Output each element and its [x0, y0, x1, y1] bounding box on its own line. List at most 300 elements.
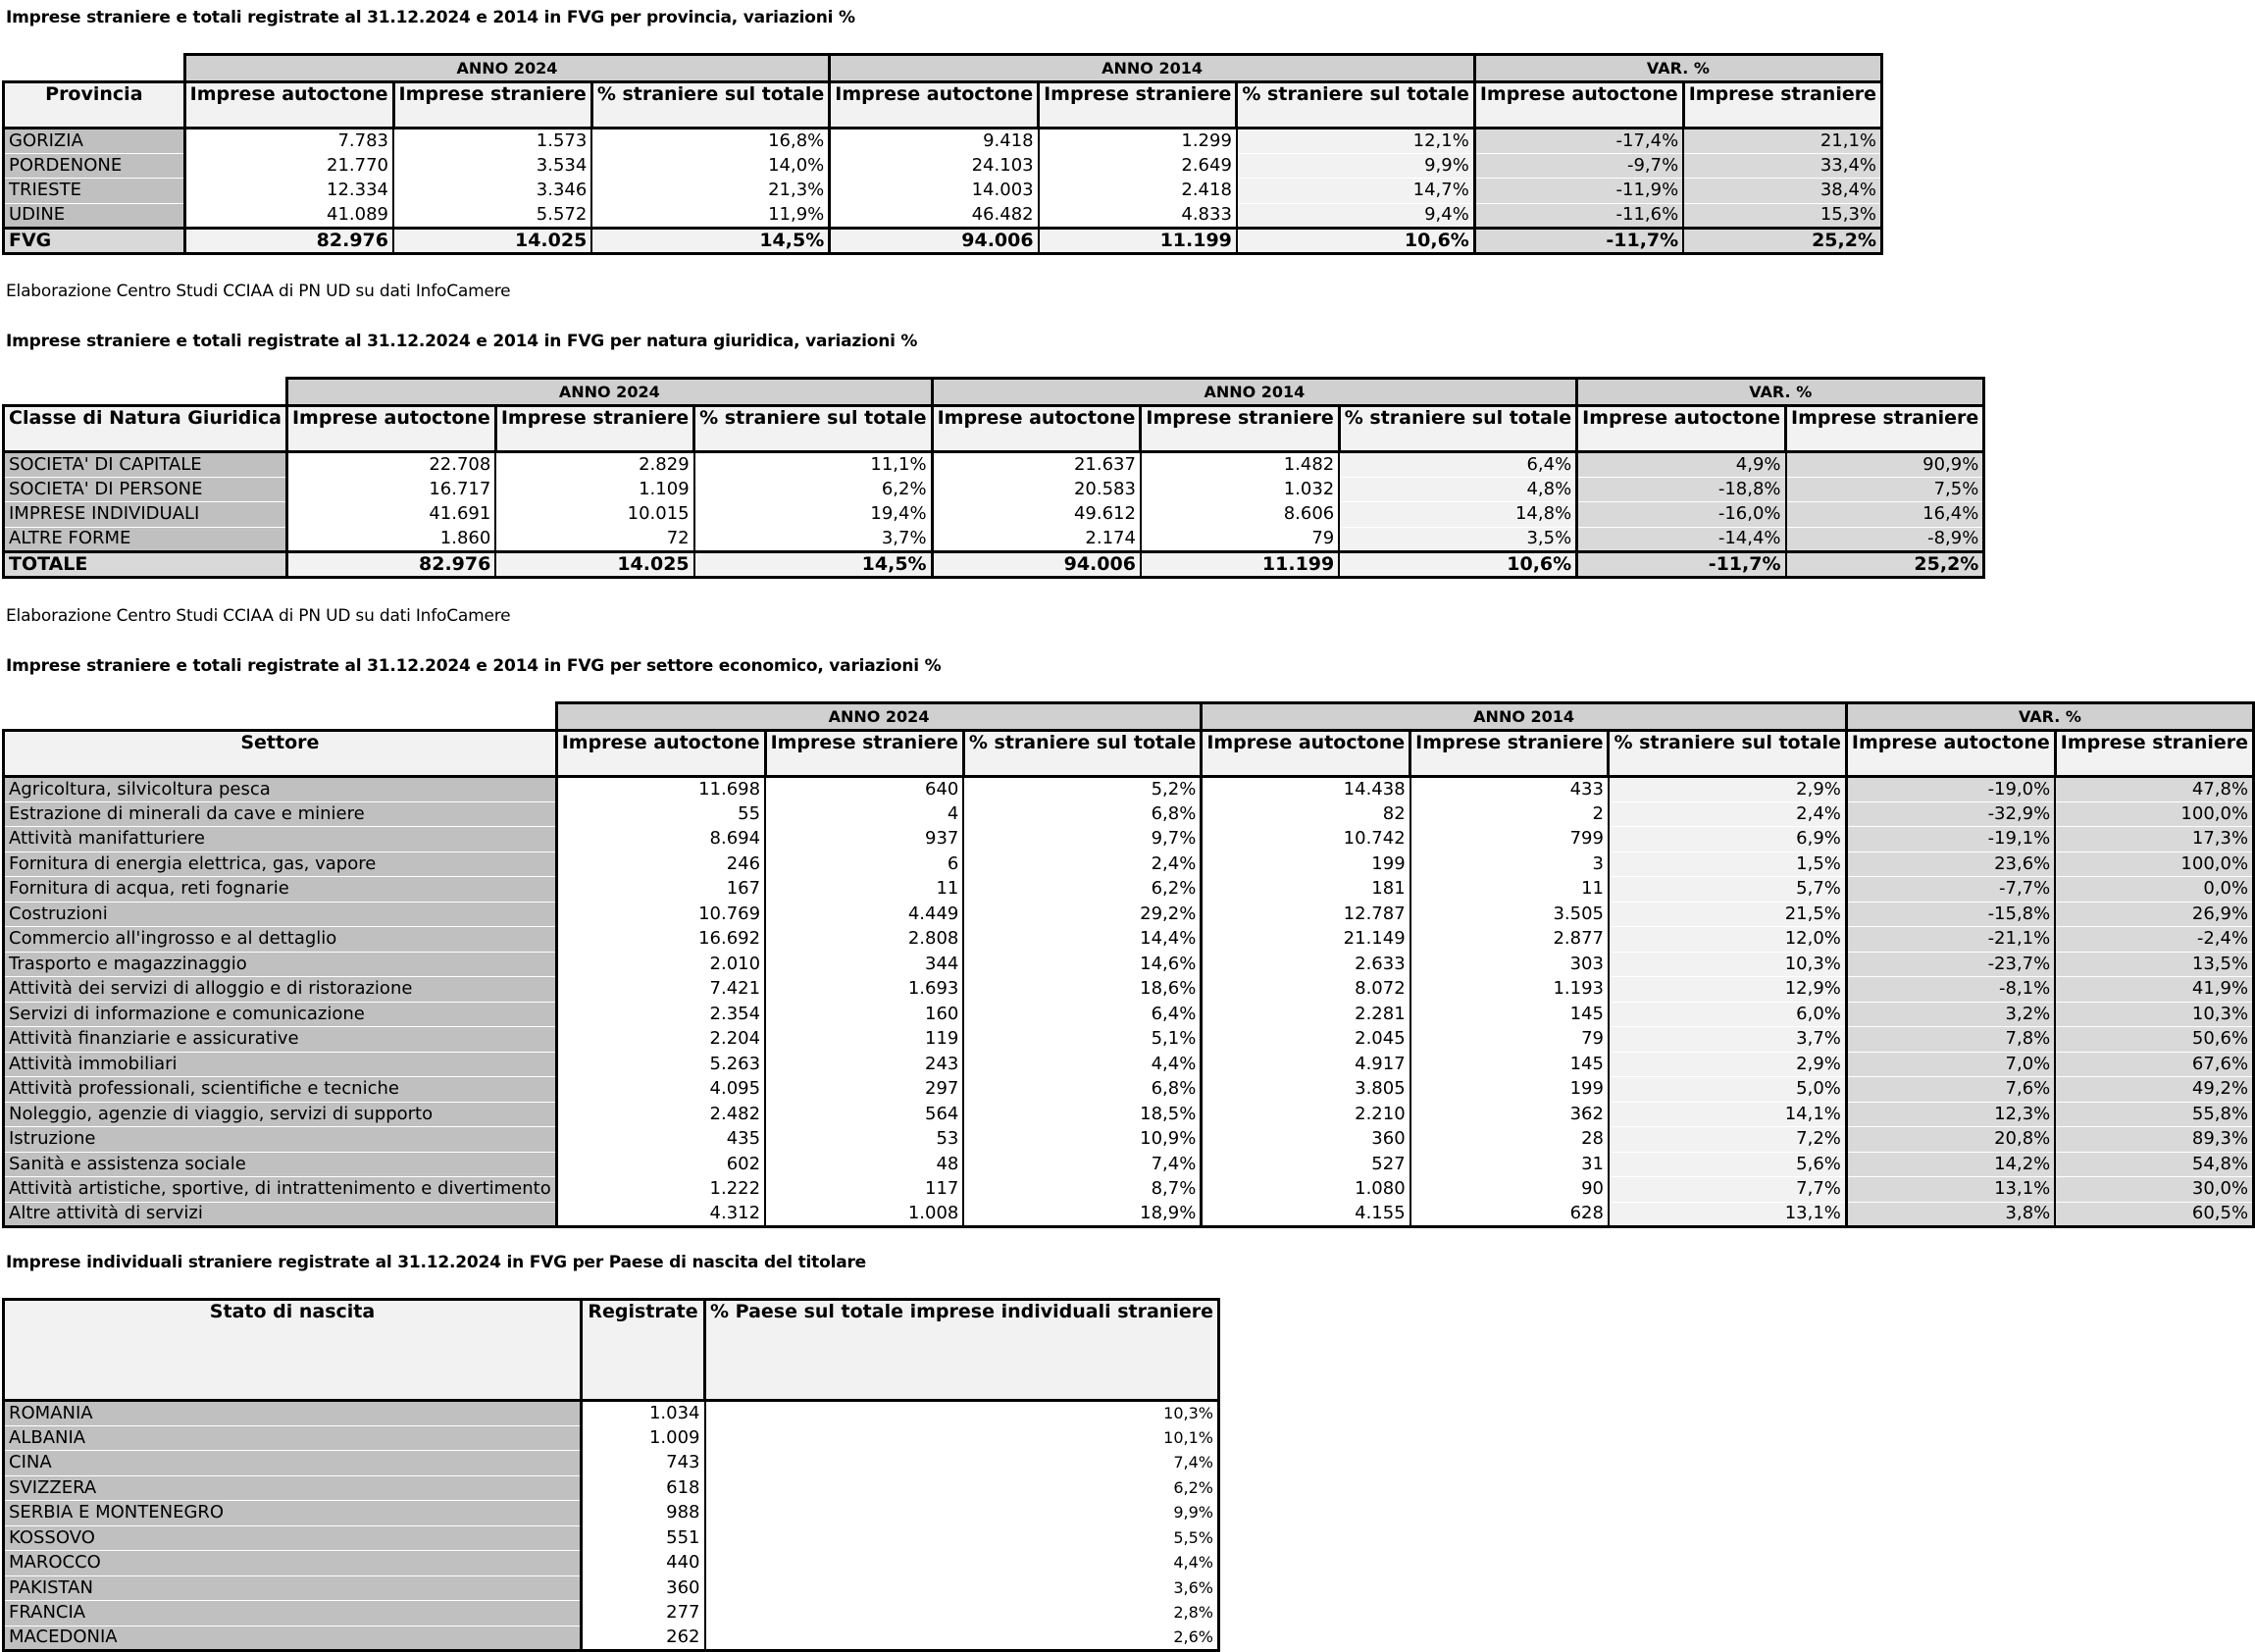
- cell-autoctone-2014: 2.045: [1202, 1027, 1410, 1053]
- cell-var-straniere: 13,5%: [2055, 952, 2253, 977]
- cell-straniere-2014: 433: [1410, 777, 1609, 802]
- cell-var-straniere: 7,5%: [1786, 477, 1984, 502]
- cell-registrate: 743: [582, 1451, 705, 1476]
- cell-var-autoctone: 13,1%: [1846, 1177, 2055, 1203]
- table-row: [4, 1501, 1219, 1526]
- cell-pct-straniere-2024: 8,7%: [963, 1177, 1201, 1203]
- cell-row-label: Costruzioni: [4, 902, 557, 927]
- cell-autoctone-2024: 2.354: [556, 1002, 765, 1027]
- cell-autoctone-2014: 1.080: [1202, 1177, 1410, 1203]
- cell-var-autoctone: 4,9%: [1577, 452, 1786, 478]
- cell-registrate: 262: [582, 1626, 705, 1651]
- cell-pct-straniere-2024: 16,8%: [591, 129, 829, 154]
- cell-autoctone-2014: 21.637: [932, 452, 1141, 478]
- cell-autoctone-2024: 12.334: [184, 179, 393, 204]
- cell-var-straniere: 16,4%: [1786, 502, 1984, 528]
- cell-pct-straniere-2024: 7,4%: [963, 1152, 1201, 1177]
- cell-autoctone-2024: 435: [556, 1127, 765, 1153]
- table-row: [4, 1027, 2254, 1053]
- cell-straniere-2024: 1.693: [765, 977, 963, 1003]
- cell-pct-straniere-2024: 6,2%: [963, 877, 1201, 903]
- col-straniere-2024: Imprese straniere: [765, 731, 963, 777]
- cell-autoctone-2024: 7.421: [556, 977, 765, 1003]
- cell-var-straniere: 21,1%: [1683, 129, 1881, 154]
- cell-straniere-2014: 1.032: [1141, 477, 1339, 502]
- cell-straniere-2014: 3: [1410, 852, 1609, 877]
- cell-pct-straniere-2024: 6,2%: [694, 477, 932, 502]
- cell-autoctone-2024: 167: [556, 877, 765, 903]
- cell-pct-straniere-2024: 19,4%: [694, 502, 932, 528]
- cell-straniere-2014: 145: [1410, 1002, 1609, 1027]
- cell-var-autoctone: 7,0%: [1846, 1052, 2055, 1077]
- cell-var-straniere: 33,4%: [1683, 153, 1881, 179]
- table-row: [4, 1451, 1219, 1476]
- cell-pct-paese: 4,4%: [705, 1551, 1219, 1576]
- cell-autoctone-2014: 14.438: [1202, 777, 1410, 802]
- cell-var-autoctone: -11,7%: [1577, 552, 1786, 578]
- cell-var-autoctone: -15,8%: [1846, 902, 2055, 927]
- table-row: [4, 452, 1984, 478]
- table-row: [4, 1202, 2254, 1227]
- cell-straniere-2014: 79: [1410, 1027, 1609, 1053]
- cell-pct-straniere-2014: 10,6%: [1339, 552, 1576, 578]
- cell-pct-straniere-2024: 5,1%: [963, 1027, 1201, 1053]
- cell-pct-paese: 3,6%: [705, 1575, 1219, 1601]
- col-autoctone-2024: Imprese autoctone: [184, 82, 393, 129]
- cell-autoctone-2014: 12.787: [1202, 902, 1410, 927]
- col-autoctone-2024: Imprese autoctone: [286, 406, 495, 452]
- col-var-autoctone: Imprese autoctone: [1846, 731, 2055, 777]
- cell-pct-straniere-2024: 10,9%: [963, 1127, 1201, 1153]
- cell-country: SVIZZERA: [4, 1475, 582, 1501]
- cell-autoctone-2024: 16.717: [286, 477, 495, 502]
- col-var-autoctone: Imprese autoctone: [1474, 82, 1683, 129]
- cell-straniere-2024: 344: [765, 952, 963, 977]
- col-pct-2014: % straniere sul totale: [1339, 406, 1576, 452]
- cell-var-straniere: 10,3%: [2055, 1002, 2253, 1027]
- cell-country: ALBANIA: [4, 1425, 582, 1451]
- cell-row-label: UDINE: [4, 203, 185, 229]
- table-row: [4, 1152, 2254, 1177]
- cell-pct-straniere-2024: 14,0%: [591, 153, 829, 179]
- cell-var-autoctone: 3,8%: [1846, 1202, 2055, 1227]
- col-straniere-2024: Imprese straniere: [495, 406, 693, 452]
- section1-title: Imprese straniere e totali registrate al 31.12.2024 e 2014 in FVG per provincia, variazioni %: [6, 8, 855, 27]
- cell-straniere-2024: 160: [765, 1002, 963, 1027]
- cell-straniere-2024: 14.025: [393, 229, 591, 254]
- cell-registrate: 618: [582, 1475, 705, 1501]
- section3-title: Imprese straniere e totali registrate al 31.12.2024 e 2014 in FVG per settore economico, variazioni %: [6, 656, 942, 676]
- cell-registrate: 1.009: [582, 1425, 705, 1451]
- cell-var-straniere: 60,5%: [2055, 1202, 2253, 1227]
- table-row: [4, 1575, 1219, 1601]
- cell-row-label: SOCIETA' DI PERSONE: [4, 477, 287, 502]
- cell-pct-straniere-2014: 2,9%: [1609, 777, 1846, 802]
- cell-row-label: Noleggio, agenzie di viaggio, servizi di supporto: [4, 1102, 557, 1127]
- col-autoctone-2014: Imprese autoctone: [830, 82, 1039, 129]
- cell-pct-straniere-2024: 18,9%: [963, 1202, 1201, 1227]
- cell-var-autoctone: -8,1%: [1846, 977, 2055, 1003]
- col-autoctone-2014: Imprese autoctone: [1202, 731, 1410, 777]
- cell-var-straniere: -2,4%: [2055, 927, 2253, 953]
- group-anno-2024: ANNO 2024: [286, 379, 932, 406]
- cell-straniere-2014: 628: [1410, 1202, 1609, 1227]
- cell-autoctone-2014: 94.006: [932, 552, 1141, 578]
- col-var-straniere: Imprese straniere: [1683, 82, 1881, 129]
- cell-row-label: PORDENONE: [4, 153, 185, 179]
- cell-pct-straniere-2024: 14,5%: [591, 229, 829, 254]
- cell-autoctone-2024: 1.222: [556, 1177, 765, 1203]
- cell-var-straniere: 55,8%: [2055, 1102, 2253, 1127]
- cell-autoctone-2024: 7.783: [184, 129, 393, 154]
- cell-pct-straniere-2014: 2,4%: [1609, 801, 1846, 827]
- cell-pct-paese: 7,4%: [705, 1451, 1219, 1476]
- cell-autoctone-2014: 21.149: [1202, 927, 1410, 953]
- col-straniere-2014: Imprese straniere: [1141, 406, 1339, 452]
- cell-pct-straniere-2014: 7,7%: [1609, 1177, 1846, 1203]
- cell-autoctone-2024: 11.698: [556, 777, 765, 802]
- cell-row-label: Attività artistiche, sportive, di intrattenimento e divertimento: [4, 1177, 557, 1203]
- table-row: [4, 877, 2254, 903]
- cell-pct-straniere-2014: 3,5%: [1339, 527, 1576, 552]
- cell-row-label: TRIESTE: [4, 179, 185, 204]
- cell-autoctone-2014: 10.742: [1202, 827, 1410, 852]
- cell-straniere-2024: 11: [765, 877, 963, 903]
- cell-autoctone-2024: 22.708: [286, 452, 495, 478]
- col-pct-2024: % straniere sul totale: [694, 406, 932, 452]
- cell-registrate: 988: [582, 1501, 705, 1526]
- cell-pct-straniere-2014: 12,9%: [1609, 977, 1846, 1003]
- cell-autoctone-2014: 46.482: [830, 203, 1039, 229]
- cell-straniere-2014: 3.505: [1410, 902, 1609, 927]
- cell-pct-straniere-2024: 6,4%: [963, 1002, 1201, 1027]
- table-row: [4, 1626, 1219, 1651]
- cell-var-straniere: 90,9%: [1786, 452, 1984, 478]
- cell-var-autoctone: -7,7%: [1846, 877, 2055, 903]
- cell-country: CINA: [4, 1451, 582, 1476]
- cell-autoctone-2014: 2.633: [1202, 952, 1410, 977]
- table-row: [4, 927, 2254, 953]
- cell-pct-straniere-2024: 6,8%: [963, 1077, 1201, 1103]
- table-row: [4, 502, 1984, 528]
- col-pct-2024: % straniere sul totale: [963, 731, 1201, 777]
- cell-var-straniere: 0,0%: [2055, 877, 2253, 903]
- cell-pct-paese: 6,2%: [705, 1475, 1219, 1501]
- table-row: [4, 902, 2254, 927]
- cell-autoctone-2024: 4.095: [556, 1077, 765, 1103]
- col-var-straniere: Imprese straniere: [1786, 406, 1984, 452]
- total-row: [4, 229, 1882, 254]
- total-row: [4, 552, 1984, 578]
- cell-pct-straniere-2014: 6,4%: [1339, 452, 1576, 478]
- cell-pct-straniere-2014: 21,5%: [1609, 902, 1846, 927]
- cell-straniere-2024: 3.346: [393, 179, 591, 204]
- cell-var-autoctone: 14,2%: [1846, 1152, 2055, 1177]
- cell-autoctone-2024: 4.312: [556, 1202, 765, 1227]
- group-anno-2014: ANNO 2014: [932, 379, 1577, 406]
- cell-pct-straniere-2014: 7,2%: [1609, 1127, 1846, 1153]
- cell-var-autoctone: -23,7%: [1846, 952, 2055, 977]
- cell-pct-straniere-2024: 18,6%: [963, 977, 1201, 1003]
- col-registrate: Registrate: [582, 1300, 705, 1401]
- cell-straniere-2024: 5.572: [393, 203, 591, 229]
- cell-straniere-2014: 4.833: [1039, 203, 1237, 229]
- cell-autoctone-2024: 41.089: [184, 203, 393, 229]
- table-row: [4, 801, 2254, 827]
- cell-var-autoctone: -18,8%: [1577, 477, 1786, 502]
- cell-pct-straniere-2024: 21,3%: [591, 179, 829, 204]
- cell-var-straniere: 47,8%: [2055, 777, 2253, 802]
- cell-straniere-2024: 2.829: [495, 452, 693, 478]
- cell-straniere-2024: 10.015: [495, 502, 693, 528]
- table-row: [4, 1401, 1219, 1426]
- cell-autoctone-2014: 2.210: [1202, 1102, 1410, 1127]
- cell-autoctone-2014: 9.418: [830, 129, 1039, 154]
- cell-straniere-2014: 31: [1410, 1152, 1609, 1177]
- cell-straniere-2024: 1.109: [495, 477, 693, 502]
- cell-straniere-2014: 2: [1410, 801, 1609, 827]
- cell-straniere-2014: 8.606: [1141, 502, 1339, 528]
- cell-pct-straniere-2024: 11,9%: [591, 203, 829, 229]
- cell-pct-paese: 2,8%: [705, 1601, 1219, 1626]
- cell-country: PAKISTAN: [4, 1575, 582, 1601]
- cell-row-label: Istruzione: [4, 1127, 557, 1153]
- cell-var-autoctone: -17,4%: [1474, 129, 1683, 154]
- cell-straniere-2014: 11.199: [1141, 552, 1339, 578]
- cell-autoctone-2014: 8.072: [1202, 977, 1410, 1003]
- cell-autoctone-2014: 181: [1202, 877, 1410, 903]
- cell-var-straniere: 15,3%: [1683, 203, 1881, 229]
- table-row: [4, 977, 2254, 1003]
- cell-pct-paese: 5,5%: [705, 1525, 1219, 1551]
- cell-pct-straniere-2024: 4,4%: [963, 1052, 1201, 1077]
- cell-var-straniere: 41,9%: [2055, 977, 2253, 1003]
- table-row: [4, 1052, 2254, 1077]
- col-label: Classe di Natura Giuridica: [4, 406, 287, 452]
- cell-pct-straniere-2024: 6,8%: [963, 801, 1201, 827]
- table-row: [4, 1601, 1219, 1626]
- cell-autoctone-2014: 3.805: [1202, 1077, 1410, 1103]
- cell-row-label: Attività dei servizi di alloggio e di ristorazione: [4, 977, 557, 1003]
- cell-straniere-2014: 199: [1410, 1077, 1609, 1103]
- cell-autoctone-2024: 602: [556, 1152, 765, 1177]
- table-row: [4, 153, 1882, 179]
- cell-straniere-2014: 2.877: [1410, 927, 1609, 953]
- col-pct-2014: % straniere sul totale: [1237, 82, 1474, 129]
- table-row: [4, 1525, 1219, 1551]
- cell-row-label: Altre attività di servizi: [4, 1202, 557, 1227]
- cell-straniere-2024: 119: [765, 1027, 963, 1053]
- cell-pct-paese: 2,6%: [705, 1626, 1219, 1651]
- col-pct-2014: % straniere sul totale: [1609, 731, 1846, 777]
- cell-straniere-2014: 145: [1410, 1052, 1609, 1077]
- cell-autoctone-2014: 49.612: [932, 502, 1141, 528]
- cell-row-label: Estrazione di minerali da cave e miniere: [4, 801, 557, 827]
- cell-straniere-2014: 11: [1410, 877, 1609, 903]
- table-row: [4, 203, 1882, 229]
- col-label: Settore: [4, 731, 557, 777]
- cell-registrate: 277: [582, 1601, 705, 1626]
- cell-row-label: Commercio all'ingrosso e al dettaglio: [4, 927, 557, 953]
- cell-autoctone-2024: 5.263: [556, 1052, 765, 1077]
- cell-pct-straniere-2014: 5,7%: [1609, 877, 1846, 903]
- cell-pct-straniere-2014: 3,7%: [1609, 1027, 1846, 1053]
- cell-autoctone-2024: 2.204: [556, 1027, 765, 1053]
- cell-straniere-2024: 1.573: [393, 129, 591, 154]
- cell-straniere-2014: 2.418: [1039, 179, 1237, 204]
- cell-row-label: Attività finanziarie e assicurative: [4, 1027, 557, 1053]
- cell-straniere-2024: 4.449: [765, 902, 963, 927]
- cell-autoctone-2024: 8.694: [556, 827, 765, 852]
- cell-autoctone-2014: 4.155: [1202, 1202, 1410, 1227]
- cell-country: SERBIA E MONTENEGRO: [4, 1501, 582, 1526]
- table-row: [4, 952, 2254, 977]
- cell-var-straniere: 49,2%: [2055, 1077, 2253, 1103]
- cell-pct-paese: 10,3%: [705, 1401, 1219, 1426]
- cell-pct-straniere-2014: 13,1%: [1609, 1202, 1846, 1227]
- cell-pct-paese: 9,9%: [705, 1501, 1219, 1526]
- cell-var-autoctone: -19,0%: [1846, 777, 2055, 802]
- table-row: [4, 1002, 2254, 1027]
- cell-row-label: GORIZIA: [4, 129, 185, 154]
- cell-row-label: Attività manifatturiere: [4, 827, 557, 852]
- cell-straniere-2014: 79: [1141, 527, 1339, 552]
- cell-row-label: Trasporto e magazzinaggio: [4, 952, 557, 977]
- cell-straniere-2024: 117: [765, 1177, 963, 1203]
- cell-straniere-2024: 243: [765, 1052, 963, 1077]
- cell-autoctone-2014: 14.003: [830, 179, 1039, 204]
- cell-straniere-2014: 362: [1410, 1102, 1609, 1127]
- cell-pct-straniere-2014: 9,9%: [1237, 153, 1474, 179]
- cell-pct-straniere-2014: 10,6%: [1237, 229, 1474, 254]
- col-straniere-2024: Imprese straniere: [393, 82, 591, 129]
- cell-var-straniere: 67,6%: [2055, 1052, 2253, 1077]
- cell-pct-straniere-2024: 14,4%: [963, 927, 1201, 953]
- cell-pct-straniere-2014: 5,6%: [1609, 1152, 1846, 1177]
- cell-pct-straniere-2014: 6,9%: [1609, 827, 1846, 852]
- cell-var-autoctone: 12,3%: [1846, 1102, 2055, 1127]
- col-autoctone-2024: Imprese autoctone: [556, 731, 765, 777]
- table-row: [4, 1551, 1219, 1576]
- cell-var-autoctone: -14,4%: [1577, 527, 1786, 552]
- cell-autoctone-2024: 16.692: [556, 927, 765, 953]
- cell-var-autoctone: 23,6%: [1846, 852, 2055, 877]
- col-pct-2024: % straniere sul totale: [591, 82, 829, 129]
- cell-pct-straniere-2024: 14,5%: [694, 552, 932, 578]
- cell-row-label: Agricoltura, silvicoltura pesca: [4, 777, 557, 802]
- cell-registrate: 440: [582, 1551, 705, 1576]
- cell-straniere-2024: 6: [765, 852, 963, 877]
- col-autoctone-2014: Imprese autoctone: [932, 406, 1141, 452]
- cell-autoctone-2014: 82: [1202, 801, 1410, 827]
- cell-row-label: Attività professionali, scientifiche e tecniche: [4, 1077, 557, 1103]
- cell-autoctone-2024: 82.976: [286, 552, 495, 578]
- table-row: [4, 1475, 1219, 1501]
- cell-var-straniere: 25,2%: [1786, 552, 1984, 578]
- cell-country: KOSSOVO: [4, 1525, 582, 1551]
- cell-pct-straniere-2024: 29,2%: [963, 902, 1201, 927]
- cell-autoctone-2024: 1.860: [286, 527, 495, 552]
- table-row: [4, 777, 2254, 802]
- cell-straniere-2014: 11.199: [1039, 229, 1237, 254]
- cell-pct-straniere-2024: 9,7%: [963, 827, 1201, 852]
- cell-straniere-2014: 1.482: [1141, 452, 1339, 478]
- cell-var-autoctone: -9,7%: [1474, 153, 1683, 179]
- cell-var-straniere: 38,4%: [1683, 179, 1881, 204]
- section1-note: Elaborazione Centro Studi CCIAA di PN UD su dati InfoCamere: [6, 282, 511, 301]
- cell-straniere-2014: 28: [1410, 1127, 1609, 1153]
- cell-pct-straniere-2014: 14,8%: [1339, 502, 1576, 528]
- cell-straniere-2014: 1.299: [1039, 129, 1237, 154]
- cell-var-autoctone: 7,6%: [1846, 1077, 2055, 1103]
- cell-autoctone-2014: 527: [1202, 1152, 1410, 1177]
- col-straniere-2014: Imprese straniere: [1410, 731, 1609, 777]
- cell-pct-straniere-2014: 14,7%: [1237, 179, 1474, 204]
- group-var: VAR. %: [1846, 703, 2253, 731]
- cell-var-autoctone: 20,8%: [1846, 1127, 2055, 1153]
- cell-var-autoctone: -11,9%: [1474, 179, 1683, 204]
- cell-pct-straniere-2024: 2,4%: [963, 852, 1201, 877]
- col-var-straniere: Imprese straniere: [2055, 731, 2253, 777]
- cell-pct-straniere-2024: 5,2%: [963, 777, 1201, 802]
- cell-straniere-2024: 48: [765, 1152, 963, 1177]
- cell-row-label: Fornitura di energia elettrica, gas, vapore: [4, 852, 557, 877]
- cell-pct-straniere-2014: 12,0%: [1609, 927, 1846, 953]
- cell-registrate: 360: [582, 1575, 705, 1601]
- table-row: [4, 1127, 2254, 1153]
- cell-pct-paese: 10,1%: [705, 1425, 1219, 1451]
- table-row: [4, 827, 2254, 852]
- table-row: [4, 477, 1984, 502]
- cell-var-autoctone: 7,8%: [1846, 1027, 2055, 1053]
- cell-row-label: Fornitura di acqua, reti fognarie: [4, 877, 557, 903]
- cell-var-autoctone: -19,1%: [1846, 827, 2055, 852]
- cell-var-straniere: -8,9%: [1786, 527, 1984, 552]
- cell-straniere-2014: 303: [1410, 952, 1609, 977]
- cell-straniere-2024: 3.534: [393, 153, 591, 179]
- cell-var-straniere: 50,6%: [2055, 1027, 2253, 1053]
- group-var: VAR. %: [1474, 55, 1881, 82]
- cell-row-label: Servizi di informazione e comunicazione: [4, 1002, 557, 1027]
- table-row: [4, 1102, 2254, 1127]
- cell-straniere-2014: 2.649: [1039, 153, 1237, 179]
- cell-straniere-2024: 4: [765, 801, 963, 827]
- cell-row-label: IMPRESE INDIVIDUALI: [4, 502, 287, 528]
- group-anno-2014: ANNO 2014: [830, 55, 1475, 82]
- section2-title: Imprese straniere e totali registrate al 31.12.2024 e 2014 in FVG per natura giuridica, variazioni %: [6, 332, 918, 351]
- cell-autoctone-2014: 4.917: [1202, 1052, 1410, 1077]
- cell-straniere-2014: 90: [1410, 1177, 1609, 1203]
- cell-straniere-2024: 297: [765, 1077, 963, 1103]
- col-label: Stato di nascita: [4, 1300, 582, 1401]
- table-provincia: [2, 53, 1883, 255]
- cell-pct-straniere-2014: 14,1%: [1609, 1102, 1846, 1127]
- cell-var-autoctone: -11,6%: [1474, 203, 1683, 229]
- cell-country: MACEDONIA: [4, 1626, 582, 1651]
- cell-pct-straniere-2014: 5,0%: [1609, 1077, 1846, 1103]
- table-row: [4, 129, 1882, 154]
- cell-var-straniere: 100,0%: [2055, 852, 2253, 877]
- group-anno-2014: ANNO 2014: [1202, 703, 1847, 731]
- table-row: [4, 1077, 2254, 1103]
- cell-pct-straniere-2014: 9,4%: [1237, 203, 1474, 229]
- cell-pct-straniere-2024: 18,5%: [963, 1102, 1201, 1127]
- cell-var-autoctone: 3,2%: [1846, 1002, 2055, 1027]
- cell-autoctone-2024: 41.691: [286, 502, 495, 528]
- cell-var-autoctone: -21,1%: [1846, 927, 2055, 953]
- table-row: [4, 527, 1984, 552]
- col-pct-paese: % Paese sul totale imprese individuali straniere: [705, 1300, 1219, 1401]
